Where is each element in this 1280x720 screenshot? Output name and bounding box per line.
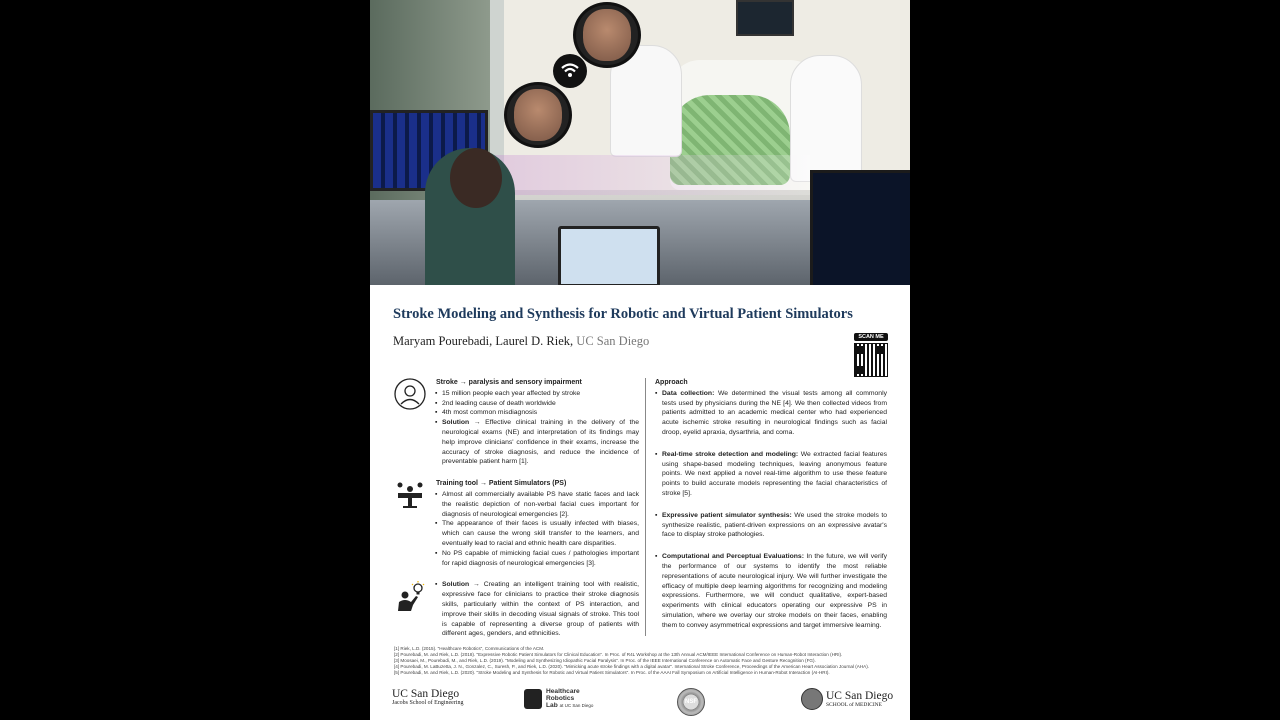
idea-person-icon (394, 580, 426, 612)
reference: [2] Pourebadi, M. and Riek, L.D. (2018). "Expressive Robotic Patient Simulators for Clinical Education". In Proc. of R4L Workshop at the 13th Annual ACM/IEEE International Conference on Human-Robot Interaction (HRI). (394, 651, 843, 657)
list-item (662, 450, 887, 499)
observation-glass (490, 155, 810, 195)
item-text: We extracted facial features using shape-based modeling techniques, leaving anonymous feature points. We next applied a novel real-time algorithm to use these feature points to build accurate models representing the facial characteristics of stroke [5]. (662, 450, 888, 497)
list-item (662, 389, 887, 438)
school-of-medicine-logo (801, 688, 893, 710)
list-item (442, 580, 639, 639)
avatar-face-left (504, 82, 572, 148)
jacobs-sub: Jacobs School of Engineering (392, 700, 464, 706)
reference: [5] Pourebadi, M. and Riek, L.D. (2020). "Stroke Modeling and Synthesis for Robotic and Virtual Patient Simulators". In Proc. of the AAAI Fall Symposium on Artificial Intelligence in Human-Robot Interaction (AI-HRI). (394, 669, 830, 675)
hrl-line2: Robotics (546, 695, 575, 702)
healthcare-robotics-lab-logo (524, 688, 593, 709)
solution-label: Solution → (442, 419, 481, 427)
list-item: ▪ 4th most common misdiagnosis (442, 408, 639, 418)
column-divider (645, 378, 646, 636)
robot-icon (524, 689, 542, 709)
stroke-heading: Stroke → paralysis and sensory impairment (436, 379, 582, 386)
references (394, 646, 889, 676)
item-text: In the future, we will verify the performance of our systems to identify the most reliable representations of acute neurological injury. We will further investigate the efficacy of multiple deep learning algorithms for recognizing and modeling expressions. Furthermore, we will conduct qualitative, expert-based experiments with clinical educators operating our expressive PS in simulation, where we overlay our stroke models on their faces, enabling them to convey asymmetrical expressions and target immersive learning. (662, 553, 888, 629)
solution-list (436, 580, 639, 639)
hrl-line1: Healthcare (546, 688, 580, 695)
seal-icon (801, 688, 823, 710)
wifi-icon (553, 54, 587, 88)
item-label: Data collection: (662, 389, 715, 397)
training-heading: Training tool → Patient Simulators (PS) (436, 480, 567, 488)
logo-bar (370, 684, 910, 720)
solution-label: Solution → (442, 581, 480, 589)
item-label: Real-time stroke detection and modeling: (662, 450, 799, 458)
patient-simulator-icon (394, 479, 426, 511)
vital-signs-monitor (736, 0, 794, 36)
avatar-face-top (573, 2, 641, 68)
reference: [1] Riek, L.D. (2015). "Healthcare Robotics", Communications of the ACM. (394, 646, 545, 651)
qr-code[interactable] (854, 333, 888, 377)
left-column (394, 378, 639, 651)
reference: [4] Pourebadi, M. LaBuzetta, J. N., Gonzalez, C., Suresh, P., and Riek, L.D. (2020). "Mimicking acute stroke findings with a digital avatar". International Stroke Conference, Proceedings of the American Heart Association Journal (AHA). (394, 663, 870, 669)
operator-head (450, 148, 502, 208)
list-item (662, 511, 887, 540)
med-sub: SCHOOL of MEDICINE (826, 702, 883, 708)
training-section (394, 479, 639, 568)
item-text: We used the stroke models to synthesize realistic, patient-driven expressions on an expressive avatar's face to display stroke pathologies. (662, 511, 888, 539)
author-line (393, 334, 649, 349)
stroke-section (394, 378, 639, 467)
patient-icon (394, 378, 426, 410)
nsf-text: NSF (685, 699, 697, 705)
qr-code-icon (854, 343, 888, 377)
solution-section (394, 580, 639, 639)
authors: Maryam Pourebadi, Laurel D. Riek, (393, 334, 574, 348)
poster-title: Stroke Modeling and Synthesis for Robotic and Virtual Patient Simulators (393, 306, 853, 322)
hrl-line3: Lab (546, 702, 558, 709)
item-label: Computational and Perceptual Evaluations: (662, 553, 804, 561)
med-name: UC San Diego (826, 690, 894, 702)
approach-heading: Approach (655, 379, 688, 386)
right-column (655, 378, 887, 643)
scan-me-label: SCAN ME (854, 333, 888, 341)
affiliation: UC San Diego (576, 334, 650, 348)
poster (370, 0, 910, 720)
list-item (442, 418, 639, 467)
solution-text: Effective clinical training in the delivery of the neurological exams (NE) and interpretation of its findings may help improve clinicians' confidence in their exams, increase the accuracy of stroke diagnosis, and reduce the incidence of preventable patient harm [1]. (442, 419, 639, 466)
list-item: ▪ 2nd leading cause of death worldwide (442, 399, 639, 409)
reference: [3] Moosaei, M., Pourebadi, M., and Riek, L.D. (2019). "Modeling and Synthesizing Idiopathic Facial Paralysis". In Proc. of the IEEE International Conference on Automatic Face and Gesture Recognition (FG). (394, 657, 816, 663)
approach-list (655, 389, 887, 631)
item-label: Expressive patient simulator synthesis: (662, 511, 792, 519)
list-item (662, 552, 887, 630)
nsf-logo (677, 688, 705, 716)
stroke-facts (436, 389, 639, 467)
hrl-sub: at UC San Diego (559, 703, 594, 708)
simulation-photo (370, 0, 910, 285)
item-text: We determined the visual tests among all commonly tests used by physicians during the NE [4]. We then collected videos from patients admitted to an academic medical center who had experienced acute ischemic stroke resulting in neurological findings such as facial droop, eyelid apraxia, dysarthria, and coma. (662, 389, 887, 436)
list-item: ▪ 15 million people each year affected by stroke (442, 389, 639, 399)
control-tablet (558, 226, 660, 285)
list-item: ▪ The appearance of their faces is usually infected with biases, which can cause the wrong skill transfer to the learners, and eventually lead to racial and ethnic health care disparities. (442, 519, 639, 548)
training-facts (436, 490, 639, 568)
list-item: ▪ Almost all commercially available PS have static faces and lack the realistic depiction of non-verbal facial cues important for diagnosis of neurological emergencies [2]. (442, 490, 639, 519)
jacobs-school-logo (392, 688, 463, 706)
jacobs-name: UC San Diego (392, 688, 460, 700)
control-monitor-right (810, 170, 910, 285)
list-item: ▪ No PS capable of mimicking facial cues / pathologies important for rapid diagnosis of neurological emergencies [3]. (442, 549, 639, 569)
solution-text: Creating an intelligent training tool with realistic, expressive face for clinicians to practice their stroke diagnosis skills, particularly within the context of PS interaction, and improve their skills in decoding visual signals of stroke. This tool is capable of representing a diverse group of patients with different ages, genders, and ethnicities. (442, 581, 639, 638)
